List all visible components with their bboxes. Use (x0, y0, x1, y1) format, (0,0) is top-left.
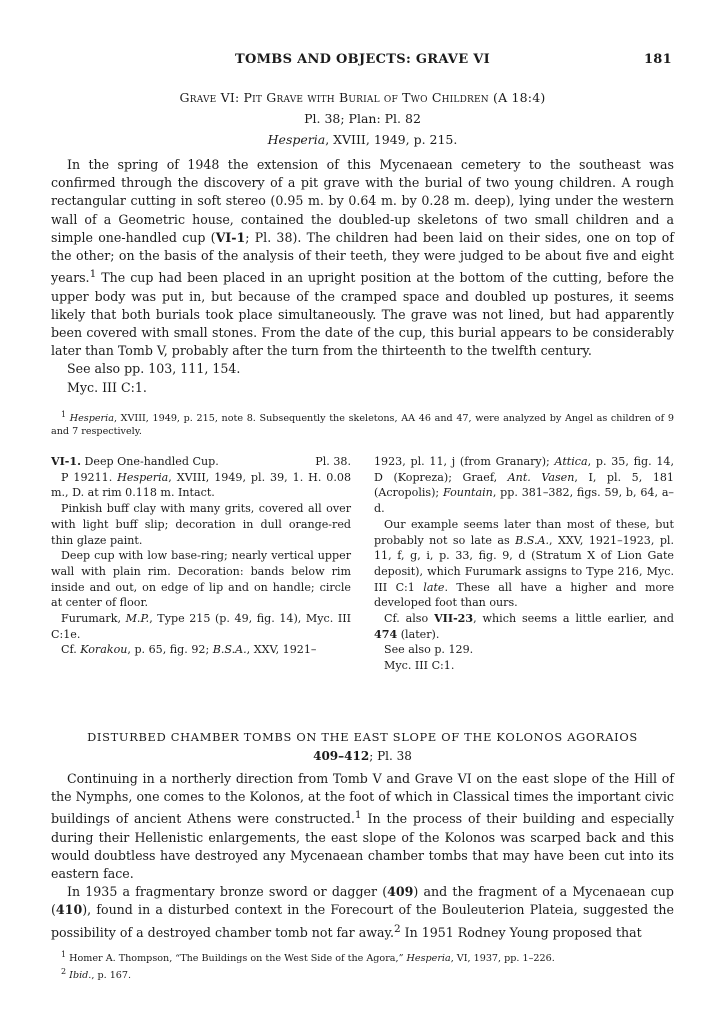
dimensions: , XVIII, 1949, pl. 39, 1. H. 0.08 m., D. at rim 0.118 m. Intact. (51, 470, 352, 500)
ref-text: , p. 65, fig. 92; (127, 643, 213, 657)
section-body (51, 770, 674, 942)
section-subtitle (51, 749, 674, 763)
work-title: B.S.A. (212, 643, 247, 657)
ref-text: , XXV, 1921– (246, 643, 317, 657)
footnote-mark: 2 (393, 922, 401, 935)
inventory-line (51, 470, 351, 501)
ref-text: . These all have a higher and more developed foot than ours. (374, 580, 675, 610)
entry-plate: Pl. 38. (315, 455, 351, 469)
italic-term: late (423, 580, 445, 594)
paragraph-text: Continuing in a northerly direction from Tomb V and Grave VI on the east slope of the Hill of the Nymphs, one comes to the Kolonos, at the foot of which in Classical times the important civic buildings of ancient Athens were constructed. (51, 770, 674, 827)
myc-dating: Myc. III C:1. (67, 379, 147, 395)
paragraph-text: ) and the fragment of a Mycenaean cup ( (51, 884, 674, 918)
catalog-ref: VI-1 (215, 229, 246, 245)
journal-name: Hesperia (69, 413, 114, 425)
grave-description (51, 156, 674, 397)
paragraph-text: In the process of their building and especially during their Hellenistic enlargements, the east slope of the Kolonos was scarped back and this would doubtless have destroyed any Mycenaean chamber tombs that may have been cut into its eastern face. (51, 811, 674, 882)
myc-dating: Myc. III C:1. (384, 659, 455, 673)
catalog-ref: 409 (387, 884, 414, 900)
catalog-ref: 474 (374, 627, 398, 641)
section-paragraph (51, 883, 674, 942)
journal-name: Hesperia (406, 953, 451, 965)
work-title: B.S.A. (515, 533, 550, 547)
entry-header (51, 454, 351, 470)
work-title: Fountain (442, 486, 493, 500)
catalog-entry (51, 454, 674, 674)
ref-text: , Type 215 (p. 49, fig. 14), Myc. III C:1e. (51, 612, 351, 641)
paragraph-text: The cup had been placed in an upright position at the bottom of the cutting, before the upper body was put in, but because of the cramped space and doubled up postures, it seems likely that both burials took place simultaneously. The grave was not lined, but had apparently been covered with small stones. From the date of the cup, this burial appears to be considerably later than Tomb V, probably after the turn from the thirteenth to the twelfth century. (51, 270, 674, 359)
paragraph-text: In the spring of 1948 the extension of this Mycenaean cemetery to the southeast was confirmed through the discovery of a pit grave with the burial of two young children. A rough rectangular cutting in soft stereo (0.95 m. by 0.64 m. by 0.28 m. deep), lying under the western wall of a Geometric house, contained the doubled-up skeletons of two small children and a simple one-handled cup ( (51, 157, 674, 245)
plate-reference: ; Pl. 38 (369, 748, 412, 763)
running-head-title: TOMBS AND OBJECTS: GRAVE VI (235, 52, 490, 67)
footnote-number: 1 (61, 950, 67, 960)
catalog-ref: VII-23 (434, 612, 474, 626)
ref-text: Furumark, (61, 612, 126, 626)
grave-paragraph (51, 156, 674, 360)
inventory-number: P 19211. (61, 470, 118, 484)
footnote-mark: 1 (354, 809, 362, 822)
see-also: See also pp. 103, 111, 154. (67, 361, 241, 377)
journal-citation: , XVIII, 1949, p. 215. (325, 132, 458, 147)
work-title: Korakou (80, 643, 128, 657)
footnote-text: , XVIII, 1949, p. 215, note 8. Subsequently the skeletons, AA 46 and 47, were analyzed by Angel as children of 9 and 7 respectively. (51, 413, 674, 438)
see-also: See also p. 129. (384, 643, 474, 657)
work-title: Attica (554, 455, 588, 469)
section-paragraph (51, 770, 674, 883)
footnote (61, 948, 674, 965)
footnote-number: 2 (61, 967, 67, 977)
footnote (61, 965, 674, 982)
ref-text: 1923, pl. 11, j (from Granary); (374, 455, 555, 469)
fabric-description: Pinkish buff clay with many grits, covered all over with light buff slip; decoration in dull orange-red thin glaze paint. (51, 502, 351, 547)
entry-name: Deep One-handled Cup. (80, 455, 219, 469)
page-number: 181 (643, 52, 672, 67)
cross-reference (374, 611, 674, 642)
footnote-text: Homer A. Thompson, “The Buildings on the West Side of the Agora,” (66, 953, 407, 965)
paragraph-text: ; Pl. 38). The children had been laid on their sides, one on top of the other; on the basis of the analysis of their teeth, they were judged to be about five and eight years. (51, 229, 675, 286)
footnote-text: , VI, 1937, pp. 1–226. (450, 953, 555, 965)
dating-discussion (374, 517, 674, 611)
paragraph-text: ), found in a disturbed context in the Forecourt of the Bouleuterion Plateia, suggested the possibility of a destroyed chamber tomb not far away. (51, 902, 674, 940)
ref-text: , which seems a little earlier, and (473, 612, 675, 626)
entry-id: VI-1. (51, 455, 81, 469)
catalog-ref: 410 (55, 902, 83, 918)
ref-text: Cf. also (384, 612, 435, 626)
ref-text: , XXV, 1921–1923, pl. 11, f, g, i, p. 33, fig. 9, d (Stratum X of Lion Gate deposit), which Furumark assigns to Type 216, Myc. III C:1 (374, 533, 674, 594)
comparanda-continued (374, 454, 674, 517)
catalog-right-column (374, 454, 674, 674)
catalog-left-column (51, 454, 351, 674)
journal-name: Hesperia (117, 470, 169, 484)
ref-text: (later). (397, 627, 440, 641)
paragraph-text: In 1935 a fragmentary bronze sword or dagger ( (67, 884, 388, 900)
paragraph-text: In 1951 Rodney Young proposed that (400, 924, 642, 940)
comparanda-start (51, 642, 351, 658)
plate-reference: Pl. 38; Plan: Pl. 82 (304, 111, 421, 126)
shape-description: Deep cup with low base-ring; nearly vertical upper wall with plain rim. Decoration: bands below rim inside and out, on edge of lip and on handle; circle at center of floor. (51, 549, 351, 610)
catalog-range: 409–412 (313, 748, 370, 763)
grave-title: Grave VI: Pit Grave with Burial of Two Children (A 18:4) (179, 90, 546, 105)
footnote (51, 408, 674, 438)
ref-text: , I, pl. 5, 181 (Acropolis); (374, 470, 674, 500)
journal-name: Hesperia (267, 132, 326, 147)
ref-text: , p. 35, fig. 14, D (Kopreza); Graef, (374, 455, 674, 484)
section-title: DISTURBED CHAMBER TOMBS ON THE EAST SLOPE OF THE KOLONOS AGORAIOS (87, 729, 638, 744)
ibid: Ibid. (69, 970, 92, 982)
footnote-mark: 1 (89, 268, 97, 281)
footnotes (51, 948, 674, 982)
ref-text: Our example seems later than most of these, but probably not so late as (374, 517, 674, 547)
work-title: M.P. (125, 612, 150, 626)
footnote-text: , p. 167. (91, 970, 132, 982)
furumark-reference (51, 611, 351, 642)
ref-text: , pp. 381–382, figs. 59, b, 64, a–d. (374, 486, 674, 516)
work-title: Ant. Vasen (507, 470, 575, 484)
hesperia-reference (51, 132, 674, 147)
running-head (51, 52, 674, 72)
ref-text: Cf. (61, 643, 81, 657)
entry-title (51, 454, 219, 470)
footnote-number: 1 (61, 409, 67, 419)
